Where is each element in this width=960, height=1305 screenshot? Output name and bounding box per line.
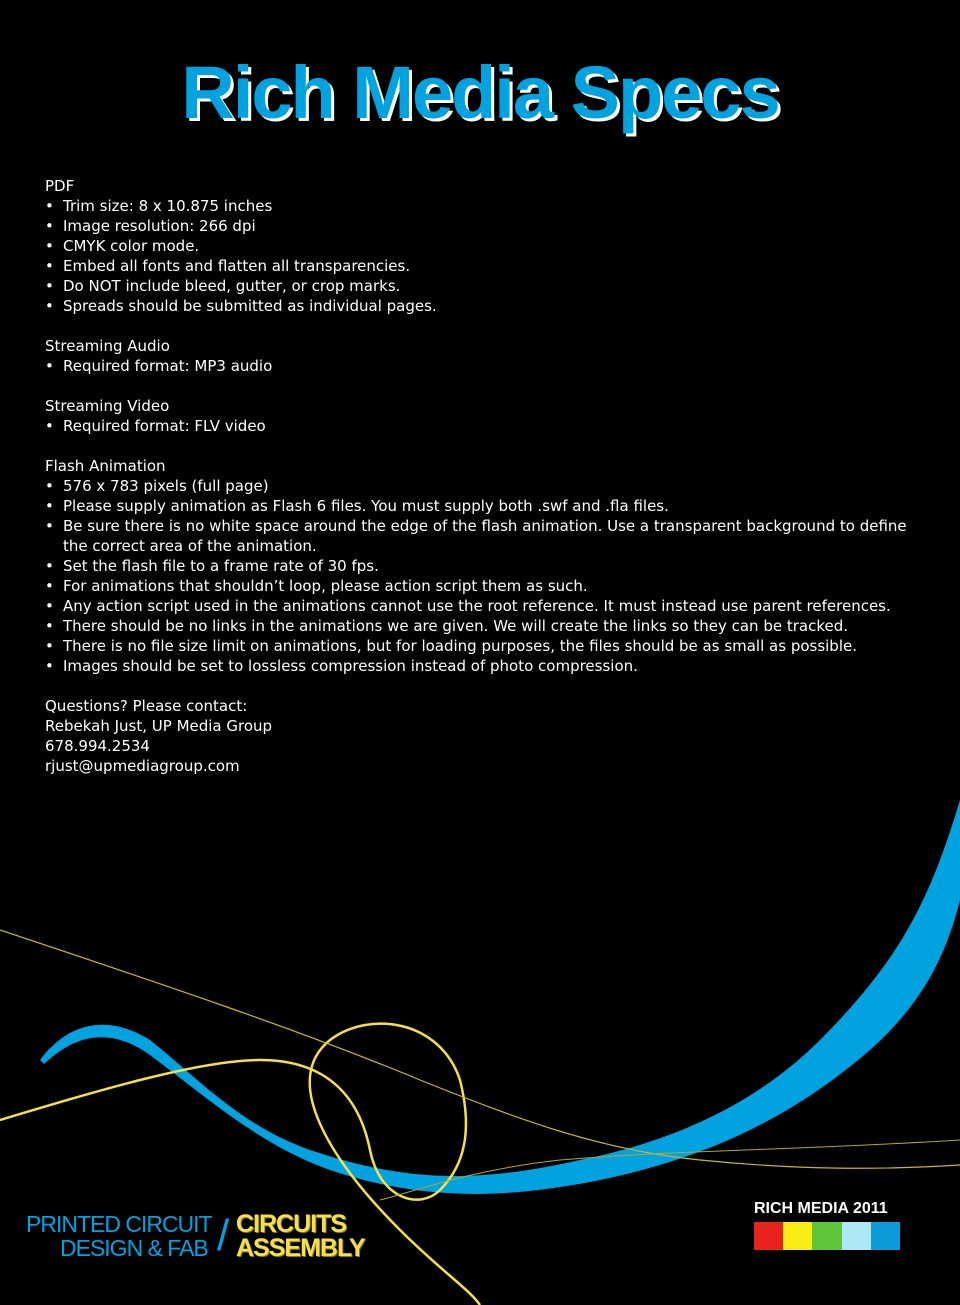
section-flash-animation	[45, 456, 915, 676]
yellow-curve-1	[0, 1024, 480, 1305]
list-item: • Required format: FLV video	[45, 416, 915, 436]
contact-name: Rebekah Just, UP Media Group	[45, 717, 273, 735]
list-item: • Trim size: 8 x 10.875 inches	[45, 196, 915, 216]
section-heading: Streaming Audio	[45, 337, 170, 355]
section-pdf	[45, 176, 915, 316]
logo-pcd-line2: DESIGN & FAB	[60, 1235, 208, 1261]
specs-content	[45, 176, 915, 796]
contact-heading: Questions? Please contact:	[45, 697, 248, 715]
page-title: Rich Media Specs	[181, 51, 779, 134]
pcd-logo	[26, 1212, 212, 1260]
list-item: • Be sure there is no white space around the edge of the flash animation. Use a transparent background to define the correct area of the animation.	[45, 516, 915, 556]
logo-pcd-line1: PRINTED CIRCUIT	[26, 1211, 212, 1237]
section-streaming-audio	[45, 336, 915, 376]
bullet-list	[45, 476, 915, 676]
list-item: • Images should be set to lossless compression instead of photo compression.	[45, 656, 915, 676]
section-streaming-video	[45, 396, 915, 436]
blue-swoosh	[40, 800, 960, 1194]
badge-text: RICH MEDIA 2011	[754, 1200, 888, 1217]
list-item: • Please supply animation as Flash 6 files. You must supply both .swf and .fla files.	[45, 496, 915, 516]
publisher-logo	[26, 1210, 365, 1262]
section-heading: PDF	[45, 177, 75, 195]
list-item: • For animations that shouldn’t loop, please action script them as such.	[45, 576, 915, 596]
list-item: • CMYK color mode.	[45, 236, 915, 256]
badge-swatch-blue	[871, 1222, 900, 1250]
list-item: • Required format: MP3 audio	[45, 356, 915, 376]
section-heading: Streaming Video	[45, 397, 170, 415]
logo-ca-line2: ASSEMBLY	[236, 1234, 365, 1262]
contact-block	[45, 696, 915, 776]
circuits-assembly-logo	[236, 1212, 396, 1260]
logo-slash: /	[217, 1211, 230, 1260]
section-heading: Flash Animation	[45, 457, 166, 475]
list-item: • Image resolution: 266 dpi	[45, 216, 915, 236]
bullet-list	[45, 416, 915, 436]
badge-color-bar	[754, 1222, 900, 1250]
bullet-list	[45, 196, 915, 316]
contact-phone[interactable]: 678.994.2534	[45, 737, 150, 755]
rich-media-badge	[754, 1200, 900, 1250]
badge-swatch-red	[754, 1222, 783, 1250]
list-item: • Embed all fonts and flatten all transparencies.	[45, 256, 915, 276]
badge-swatch-yellow	[783, 1222, 812, 1250]
logo-ca-line1: CIRCUITS	[236, 1210, 347, 1238]
badge-swatch-lightblue	[842, 1222, 871, 1250]
list-item: • Do NOT include bleed, gutter, or crop marks.	[45, 276, 915, 296]
list-item: • Any action script used in the animations cannot use the root reference. It must instead use parent references.	[45, 596, 915, 616]
bullet-list	[45, 356, 915, 376]
list-item: • There is no file size limit on animations, but for loading purposes, the files should be as small as possible.	[45, 636, 915, 656]
badge-swatch-green	[812, 1222, 841, 1250]
list-item: • There should be no links in the animations we are given. We will create the links so they can be tracked.	[45, 616, 915, 636]
list-item: • Set the flash file to a frame rate of 30 fps.	[45, 556, 915, 576]
list-item: • Spreads should be submitted as individual pages.	[45, 296, 915, 316]
contact-email-link[interactable]: rjust@upmediagroup.com	[45, 757, 240, 775]
list-item: • 576 x 783 pixels (full page)	[45, 476, 915, 496]
